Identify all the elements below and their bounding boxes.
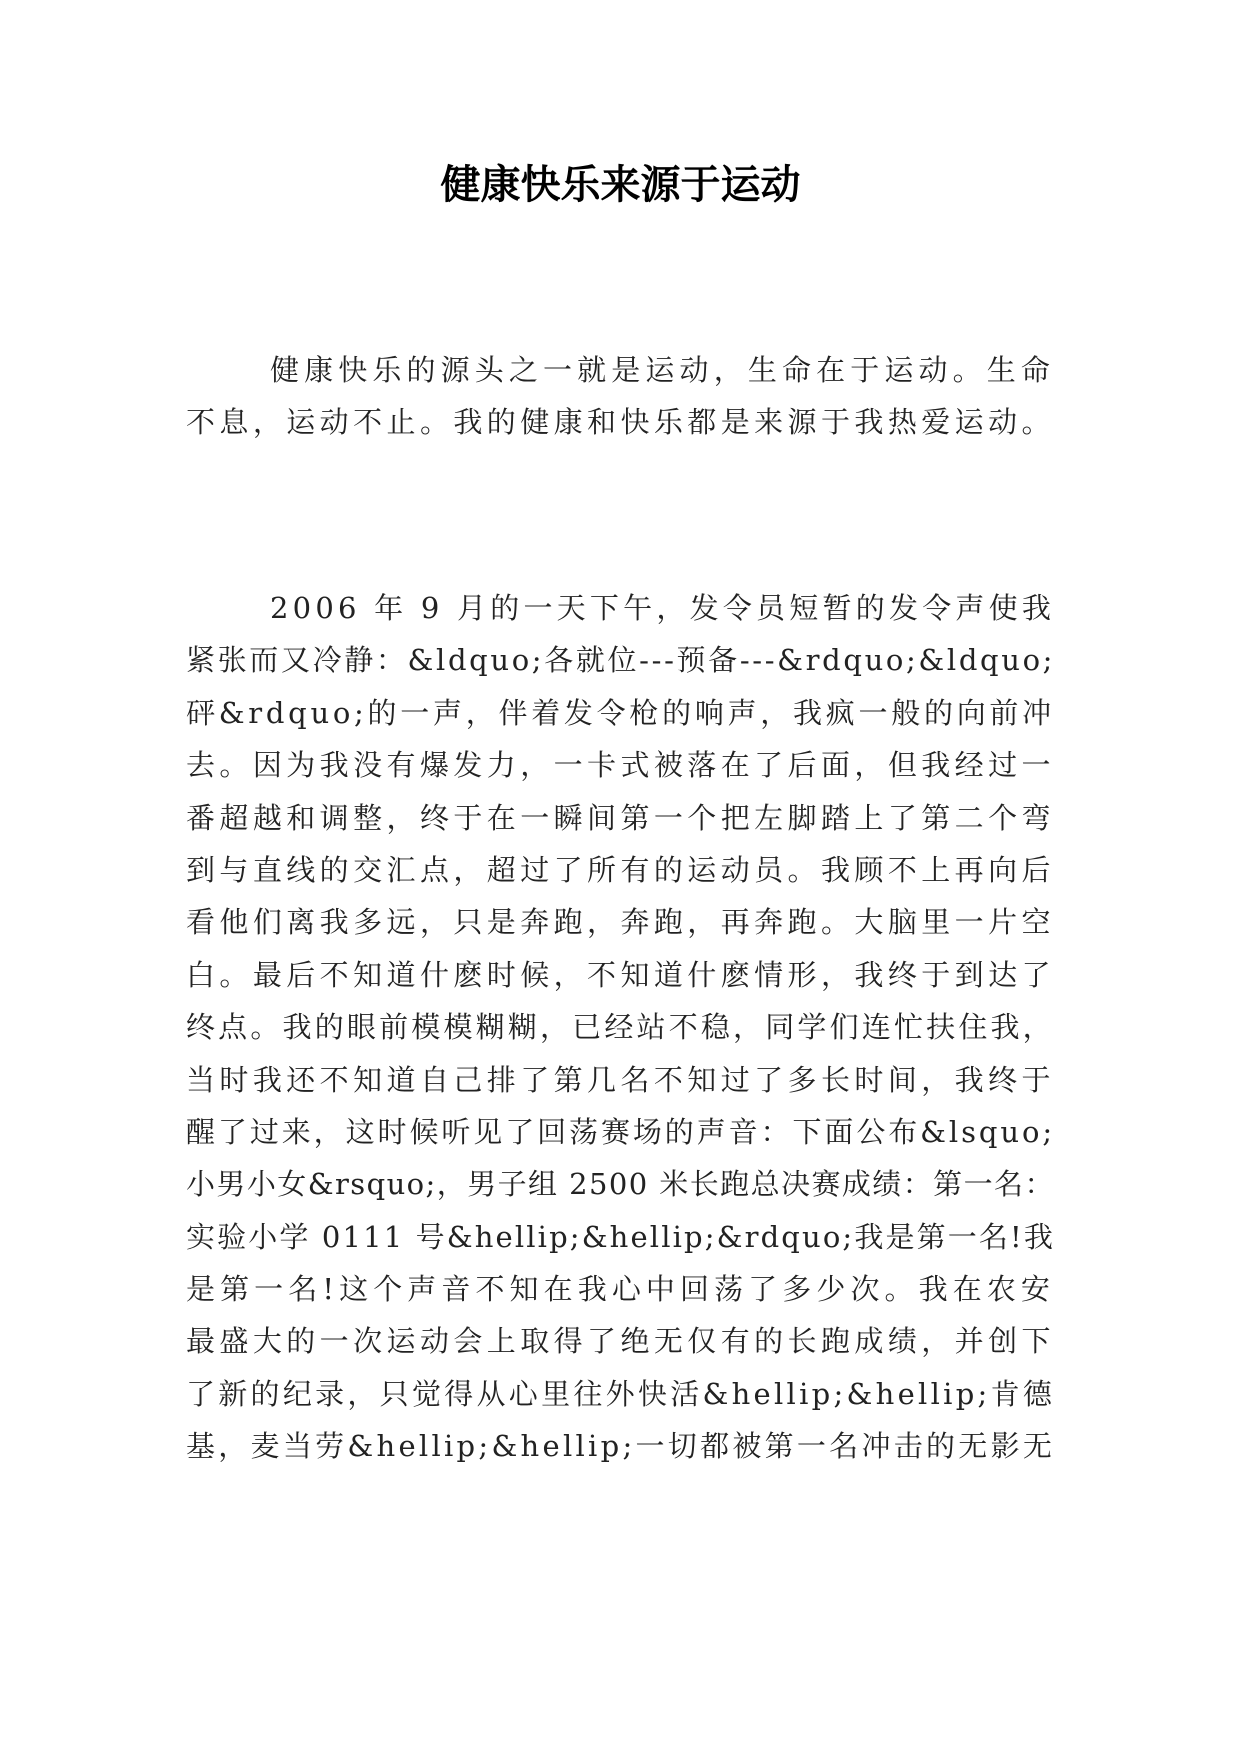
- paragraph-line: 实验小学 0111 号&hellip;&hellip;&rdquo;我是第一名!我: [186, 1219, 1055, 1254]
- paragraph-line: 不息，运动不止。我的健康和快乐都是来源于我热爱运动。: [186, 405, 1055, 440]
- paragraph-line: 基，麦当劳&hellip;&hellip;一切都被第一名冲击的无影无: [186, 1429, 1056, 1464]
- paragraph-line: 到与直线的交汇点，超过了所有的运动员。我顾不上再向后: [186, 852, 1055, 887]
- paragraph-line: 小男小女&rsquo;，男子组 2500 米长跑总决赛成绩：第一名：: [186, 1167, 1055, 1202]
- paragraph-line: 2006 年 9 月的一天下午，发令员短暂的发令声使我: [270, 591, 1056, 625]
- paragraph-line: 了新的纪录，只觉得从心里往外快活&hellip;&hellip;肯德: [186, 1376, 1056, 1411]
- paragraph-line: 去。因为我没有爆发力，一卡式被落在了后面，但我经过一: [186, 748, 1055, 783]
- paragraph-line: 是第一名!这个声音不知在我心中回荡了多少次。我在农安: [186, 1272, 1055, 1307]
- paragraph-line: 紧张而又冷静：&ldquo;各就位---预备---&rdquo;&ldquo;: [186, 643, 1056, 678]
- paragraph-line: 番超越和调整，终于在一瞬间第一个把左脚踏上了第二个弯: [186, 800, 1055, 835]
- paragraph-line: 终点。我的眼前模模糊糊，已经站不稳，同学们连忙扶住我，: [186, 1010, 1055, 1045]
- document-title: 健康快乐来源于运动: [440, 161, 801, 208]
- paragraph-line: 当时我还不知道自己排了第几名不知过了多长时间，我终于: [186, 1062, 1055, 1097]
- paragraph-line: 白。最后不知道什麽时候，不知道什麽情形，我终于到达了: [186, 957, 1055, 992]
- paragraph-race-story: [186, 582, 1055, 1473]
- paragraph-line: 健康快乐的源头之一就是运动，生命在于运动。生命: [270, 353, 1055, 387]
- paragraph-intro: [186, 344, 1055, 449]
- paragraph-line: 最盛大的一次运动会上取得了绝无仅有的长跑成绩，并创下: [186, 1324, 1055, 1359]
- paragraph-line: 醒了过来，这时候听见了回荡赛场的声音：下面公布&lsquo;: [186, 1114, 1056, 1149]
- paragraph-line: 砰&rdquo;的一声，伴着发令枪的响声，我疯一般的向前冲: [186, 695, 1055, 730]
- paragraph-line: 看他们离我多远，只是奔跑，奔跑，再奔跑。大脑里一片空: [186, 905, 1055, 940]
